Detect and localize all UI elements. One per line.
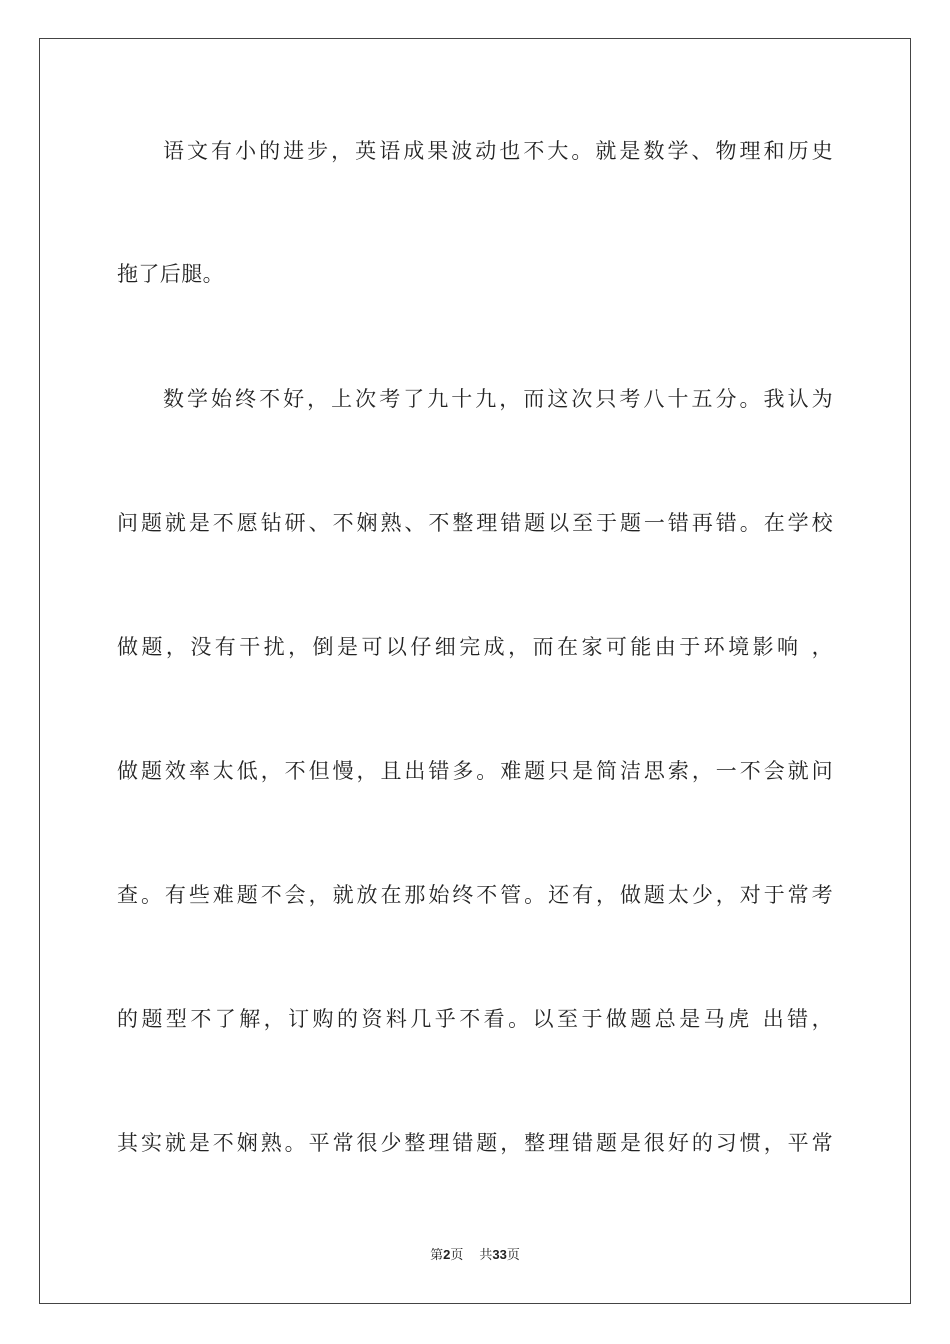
paragraph-line-1: 语文有小的进步，英语成果波动也不大。就是数学、物理和历史: [163, 139, 833, 163]
paragraph-line-4: 问题就是不愿钻研、不娴熟、不整理错题以至于题一错再错。在学校: [117, 511, 833, 535]
total-prefix: 共: [479, 1248, 493, 1263]
paragraph-line-3: 数学始终不好，上次考了九十九，而这次只考八十五分。我认为: [163, 387, 833, 411]
page-border: [39, 38, 911, 1304]
page-prefix: 第: [430, 1248, 444, 1263]
total-suffix: 页: [506, 1248, 520, 1263]
paragraph-line-6: 做题效率太低，不但慢，且出错多。难题只是简洁思索，一不会就问: [117, 759, 833, 783]
page-footer: [0, 1246, 950, 1265]
paragraph-line-9: 其实就是不娴熟。平常很少整理错题，整理错题是很好的习惯，平常: [117, 1131, 833, 1155]
paragraph-line-8: 的题型不了解，订购的资料几乎不看。以至于做题总是马虎 出错，: [117, 1007, 833, 1031]
page-suffix: 页: [450, 1248, 464, 1263]
paragraph-line-7: 查。有些难题不会，就放在那始终不管。还有，做题太少，对于常考: [117, 883, 833, 907]
total-pages: 33: [492, 1247, 507, 1262]
page-number: 2: [443, 1247, 451, 1262]
paragraph-line-5: 做题，没有干扰，倒是可以仔细完成，而在家可能由于环境影响 ，: [117, 635, 833, 659]
paragraph-line-2: 拖了后腿。: [117, 262, 224, 286]
